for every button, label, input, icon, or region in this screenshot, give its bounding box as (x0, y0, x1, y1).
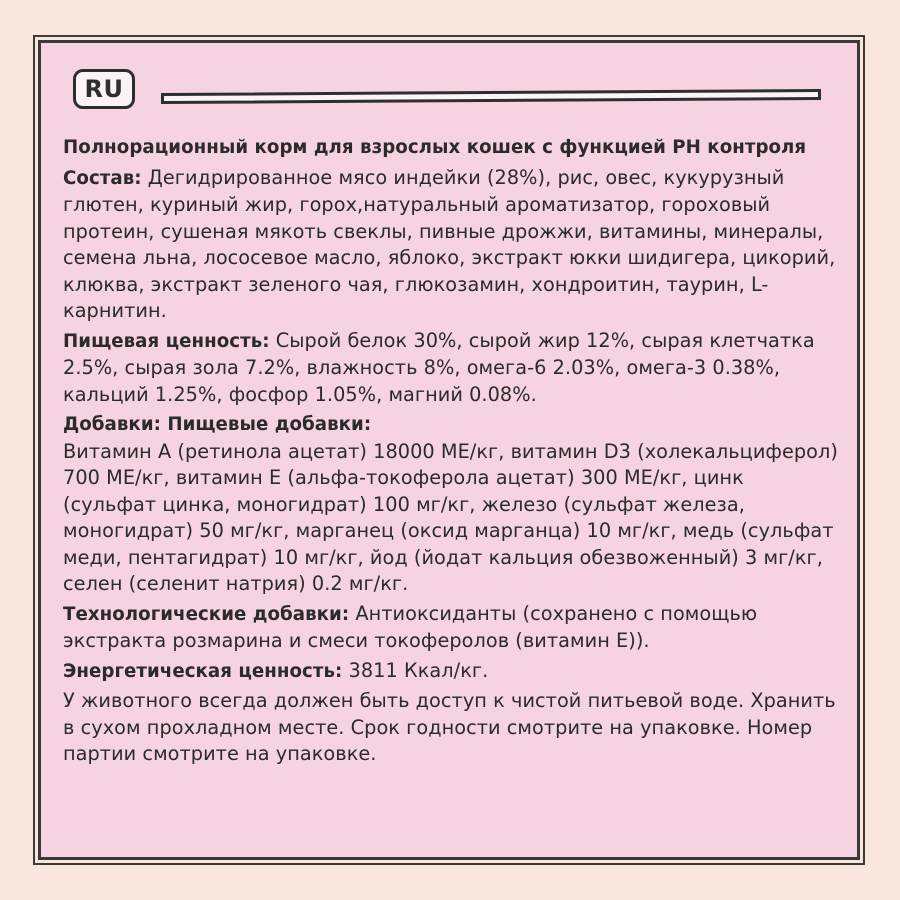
additives-paragraph (63, 411, 838, 598)
label-content (63, 135, 838, 771)
tech-additives-paragraph (63, 601, 838, 655)
nutrition-label: Пищевая ценность: (63, 330, 270, 352)
header-rule (161, 89, 821, 104)
energy-label: Энергетическая ценность: (63, 660, 343, 682)
storage-note: У животного всегда должен быть доступ к чистой питьевой воде. Хранить в сухом прохладном месте. Срок годности смотрите на упаковке. Номер партии смотрите на упаковке. (63, 689, 836, 765)
tech-additives-label: Технологические добавки: (63, 603, 350, 625)
label-card (38, 40, 860, 860)
product-title: Полнорационный корм для взрослых кошек с функцией РН контроля (63, 137, 807, 158)
nutrition-paragraph (63, 328, 838, 409)
energy-paragraph (63, 658, 838, 686)
composition-label: Состав: (63, 167, 142, 189)
composition-paragraph (63, 165, 838, 325)
energy-text: 3811 Ккал/кг. (342, 658, 489, 682)
tech-additives-text: Антиоксиданты (сохранено с помощью экстракта розмарина и смеси токоферолов (витамин Е)). (63, 601, 758, 652)
additives-label: Добавки: Пищевые добавки: (63, 414, 372, 435)
language-badge: RU (73, 69, 135, 109)
additives-text: Витамин А (ретинола ацетат) 18000 МЕ/кг, витамин D3 (холекальциферол) 700 МЕ/кг, витамин Е (альфа-токоферола ацетат) 300 МЕ/кг, цинк (сульфат цинка, моногидрат) 100 мг/кг, железо (сульфат железа, моногидрат) 50 мг/кг, марганец (оксид марганца) 10 мг/кг, медь (сульфат меди, пентагидрат) 10 мг/кг, йод (йодат кальция обезвоженный) 3 мг/кг, селен (селенит натрия) 0.2 мг/кг. (63, 439, 838, 595)
composition-text: Дегидрированное мясо индейки (28%), рис, овес, кукурузный глютен, куриный жир, горох,натуральный ароматизатор, гороховый протеин, сушеная мякоть свеклы, пивные дрожжи, витамины, минералы, семена льна, лососевое масло, яблоко, экстракт юкки шидигера, цикорий, клюква, экстракт зеленого чая, глюкозамин, хондроитин, таурин, L-карнитин. (63, 165, 836, 322)
nutrition-text: Сырой белок 30%, сырой жир 12%, сырая клетчатка 2.5%, сырая зола 7.2%, влажность 8%, омега-6 2.03%, омега-3 0.38%, кальций 1.25%, фосфор 1.05%, магний 0.08%. (63, 328, 815, 406)
